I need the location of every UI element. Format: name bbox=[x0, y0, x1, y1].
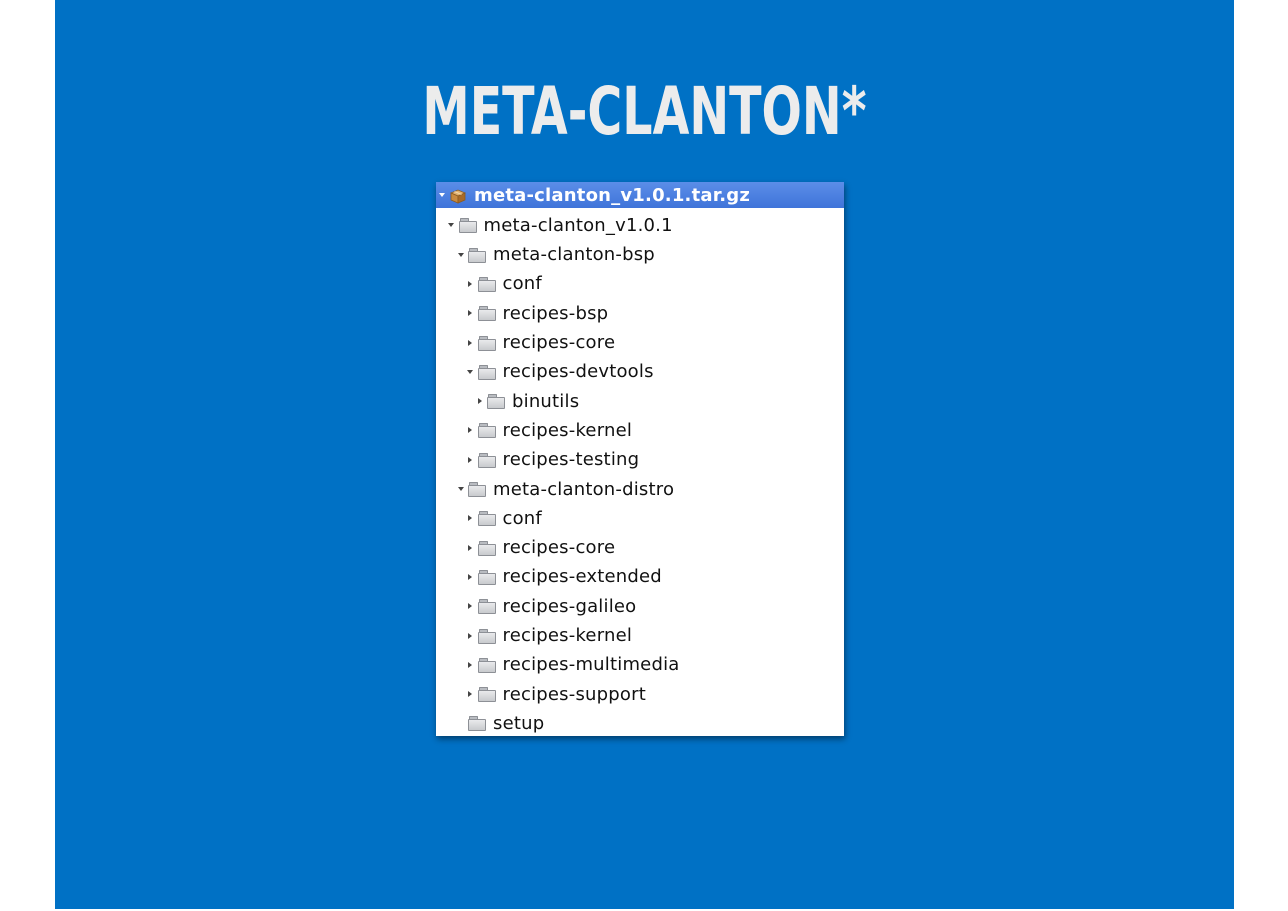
disclosure-collapsed-icon[interactable] bbox=[466, 572, 475, 581]
disclosure-expanded-icon[interactable] bbox=[437, 191, 446, 200]
disclosure-collapsed-icon[interactable] bbox=[466, 426, 475, 435]
folder-icon bbox=[478, 306, 496, 320]
tree-row-label: conf bbox=[502, 273, 542, 295]
folder-icon bbox=[478, 599, 496, 613]
tree-row[interactable] bbox=[436, 681, 844, 707]
tree-row-label: setup bbox=[493, 712, 545, 734]
tree-row-label: recipes-devtools bbox=[502, 361, 654, 383]
tree-row[interactable] bbox=[436, 710, 844, 736]
disclosure-collapsed-icon[interactable] bbox=[466, 514, 475, 523]
tree-row[interactable] bbox=[436, 300, 844, 326]
disclosure-collapsed-icon[interactable] bbox=[466, 309, 475, 318]
tree-row[interactable] bbox=[436, 330, 844, 356]
folder-icon bbox=[487, 394, 505, 408]
tree-row-label: meta-clanton_v1.0.1 bbox=[483, 214, 673, 236]
disclosure-collapsed-icon[interactable] bbox=[466, 279, 475, 288]
tree-row-label: conf bbox=[502, 507, 542, 529]
tree-row-label: meta-clanton-bsp bbox=[493, 244, 655, 266]
folder-icon bbox=[478, 687, 496, 701]
tree-row[interactable] bbox=[436, 212, 844, 238]
file-tree[interactable] bbox=[436, 182, 844, 736]
tree-row-label: recipes-galileo bbox=[502, 595, 637, 617]
tree-row[interactable] bbox=[436, 417, 844, 443]
tree-row-label: recipes-core bbox=[502, 332, 616, 353]
tree-row[interactable] bbox=[436, 623, 844, 649]
tree-row[interactable] bbox=[436, 271, 844, 297]
disclosure-collapsed-icon[interactable] bbox=[466, 455, 475, 464]
package-icon bbox=[449, 188, 467, 202]
tree-row[interactable] bbox=[436, 505, 844, 531]
folder-icon bbox=[468, 248, 486, 262]
tree-row[interactable] bbox=[436, 388, 844, 414]
tree-row-label: recipes-kernel bbox=[502, 625, 633, 646]
tree-row[interactable] bbox=[436, 182, 844, 208]
folder-icon bbox=[478, 423, 496, 437]
tree-row-label: binutils bbox=[512, 390, 580, 412]
tree-row-label: recipes-multimedia bbox=[502, 654, 680, 676]
folder-icon bbox=[478, 629, 496, 643]
disclosure-collapsed-icon[interactable] bbox=[466, 602, 475, 611]
folder-icon bbox=[478, 570, 496, 584]
folder-icon bbox=[468, 716, 486, 730]
disclosure-collapsed-icon[interactable] bbox=[466, 690, 475, 699]
folder-icon bbox=[478, 277, 496, 291]
tree-row-label: recipes-extended bbox=[502, 566, 662, 588]
folder-icon bbox=[478, 336, 496, 350]
tree-row-label: recipes-testing bbox=[502, 449, 640, 471]
disclosure-collapsed-icon[interactable] bbox=[466, 631, 475, 640]
folder-icon bbox=[478, 541, 496, 555]
disclosure-collapsed-icon[interactable] bbox=[466, 338, 475, 347]
tree-row[interactable] bbox=[436, 359, 844, 385]
tree-row[interactable] bbox=[436, 564, 844, 590]
tree-row-label: meta-clanton-distro bbox=[493, 478, 675, 500]
tree-row[interactable] bbox=[436, 476, 844, 502]
disclosure-expanded-icon[interactable] bbox=[447, 221, 456, 230]
tree-row-label: recipes-kernel bbox=[502, 419, 633, 441]
tree-row-label: recipes-support bbox=[502, 683, 646, 705]
tree-row[interactable] bbox=[436, 242, 844, 268]
tree-row[interactable] bbox=[436, 593, 844, 619]
slide-title: META-CLANTON* bbox=[422, 73, 867, 150]
slide bbox=[55, 0, 1234, 909]
folder-icon bbox=[478, 365, 496, 379]
disclosure-collapsed-icon[interactable] bbox=[466, 660, 475, 669]
disclosure-collapsed-icon[interactable] bbox=[475, 397, 484, 406]
disclosure-expanded-icon[interactable] bbox=[456, 485, 465, 494]
folder-icon bbox=[478, 511, 496, 525]
tree-row[interactable] bbox=[436, 535, 844, 561]
tree-row-label: recipes-core bbox=[502, 537, 616, 559]
folder-icon bbox=[459, 218, 477, 232]
folder-icon bbox=[478, 658, 496, 672]
tree-row-label: meta-clanton_v1.0.1.tar.gz bbox=[474, 184, 751, 206]
disclosure-spacer bbox=[456, 719, 465, 728]
folder-icon bbox=[478, 453, 496, 467]
tree-row[interactable] bbox=[436, 652, 844, 678]
disclosure-expanded-icon[interactable] bbox=[456, 250, 465, 259]
tree-row[interactable] bbox=[436, 447, 844, 473]
folder-icon bbox=[468, 482, 486, 496]
tree-row-label: recipes-bsp bbox=[502, 302, 609, 324]
disclosure-collapsed-icon[interactable] bbox=[466, 543, 475, 552]
disclosure-expanded-icon[interactable] bbox=[466, 367, 475, 376]
